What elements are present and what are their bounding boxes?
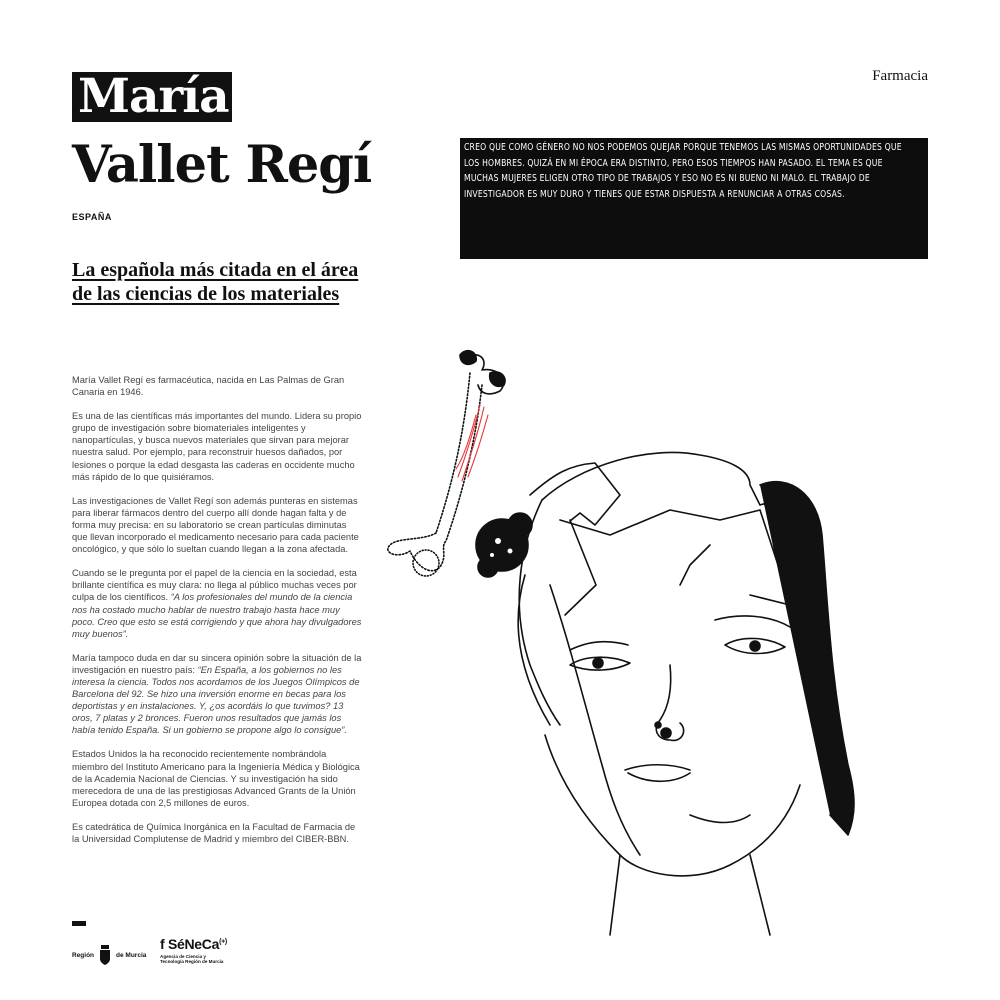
bio-quote: “En España, a los gobiernos no les interesa la ciencia. Todos nos acordamos de los Juegos Olímpicos de Barcelona del 92. Se hizo una inversión enorme en becas para los deportistas y en instalaciones. Y, ¿os acordáis lo que tuvimos? 13 oros, 7 platas y 2 bronces. Fueron unos resultados que jamás los había tenido España. Si un gobierno se propone algo lo consigue”.	[72, 664, 360, 736]
seneca-subtitle: Agencia de Ciencia y Tecnología Región de Murcia	[160, 954, 224, 965]
title-first-name: María	[72, 72, 232, 122]
bio-paragraph: Es catedrática de Química Inorgánica en la Facultad de Farmacia de la Universidad Complutense de Madrid y miembro del CIBER-BBN.	[72, 821, 356, 844]
biography-text	[72, 374, 362, 857]
seneca-logo-main	[160, 936, 230, 952]
seneca-name: f SéNeCa	[160, 936, 220, 952]
quote-text: CREO QUE COMO GÉNERO NO NOS PODEMOS QUEJAR PORQUE TENEMOS LAS MISMAS OPORTUNIDADES QUE LOS HOMBRES. QUIZÁ EN MI ÉPOCA ERA DISTINTO, PERO ESOS TIEMPOS HAN PASADO. EL TEMA ES QUE MUCHAS MUJERES ELIGEN OTRO TIPO DE TRABAJOS Y ESO NO ES NI BUENO NI MALO. EL TRABAJO DE INVESTIGADOR ES MUY DURO Y TIENES QUE ESTAR DISPUESTA A RENUNCIAR A OTRAS COSAS.	[464, 142, 902, 200]
bio-text: María tampoco duda en dar su sincera opinión sobre la situación de la investigación en nuestro país:	[72, 652, 362, 675]
portrait-face	[518, 452, 854, 935]
bio-paragraph	[72, 652, 362, 737]
seneca-sup: (+)	[219, 938, 227, 946]
category-label: Farmacia	[872, 68, 928, 84]
portrait-illustration	[370, 345, 930, 945]
bio-text: Cuando se le pregunta por el papel de la ciencia en la sociedad, esta brillante científica es muy clara: no llega al público muchas veces por culpa de los científicos.	[72, 568, 357, 603]
seneca-logo	[160, 936, 230, 965]
region-logo-left: Región	[72, 951, 95, 959]
coat-of-arms-icon	[98, 944, 112, 966]
bio-quote: “A los profesionales del mundo de la ciencia nos ha costado mucho hablar de nuestro trabajo hasta hace muy poco. Creo que esto se está corrigiendo y que ahora hay divulgadores muy buenos”.	[72, 592, 362, 639]
bio-paragraph	[72, 567, 362, 640]
bio-paragraph: Las investigaciones de Vallet Regí son además punteras en sistemas para liberar fármacos dentro del cuerpo allí donde hagan falta y de forma muy precisa: en su laboratorio se crean partículas diminutas que llevan incorporado el medicamento necesario para cada paciente oncológico, y que sólo lo sueltan cuando llegan a la zona afectada.	[72, 495, 359, 555]
quote-box	[460, 138, 928, 259]
region-murcia-logo	[72, 940, 146, 970]
flower-drawing	[476, 513, 532, 577]
region-logo-right: de Murcia	[116, 951, 147, 959]
subtitle: La española más citada en el área de las ciencias de los materiales	[72, 259, 359, 305]
bio-paragraph: Es una de las científicas más importantes del mundo. Lidera su propio grupo de investigación sobre biomateriales inteligentes y nanopartículas, y busca nuevos materiales que sirvan para mejorar nuestra salud. Por ejemplo, para reconstruir huesos dañados, por lesiones o porque la edad desgasta las caderas en occidente mucho más rápido de lo que quisiéramos.	[72, 411, 362, 482]
bio-paragraph: María Vallet Regí es farmacéutica, nacida en Las Palmas de Gran Canaria en 1946.	[72, 375, 345, 398]
title-surname: Vallet Regí	[72, 135, 372, 195]
country-label: ESPAÑA	[72, 212, 112, 222]
bio-paragraph: Estados Unidos la ha reconocido recientemente nombrándola miembro del Instituto Americano para la Ingeniería Médica y Biológica de la Academia Nacional de Ciencias. Y su investigación ha sido merecedora de una de las prestigiosas Advanced Grants de la Unión Europea dotada con 2,5 millones de euros.	[72, 749, 360, 808]
footer-dash	[72, 921, 86, 926]
bone-red-accent	[456, 405, 488, 481]
